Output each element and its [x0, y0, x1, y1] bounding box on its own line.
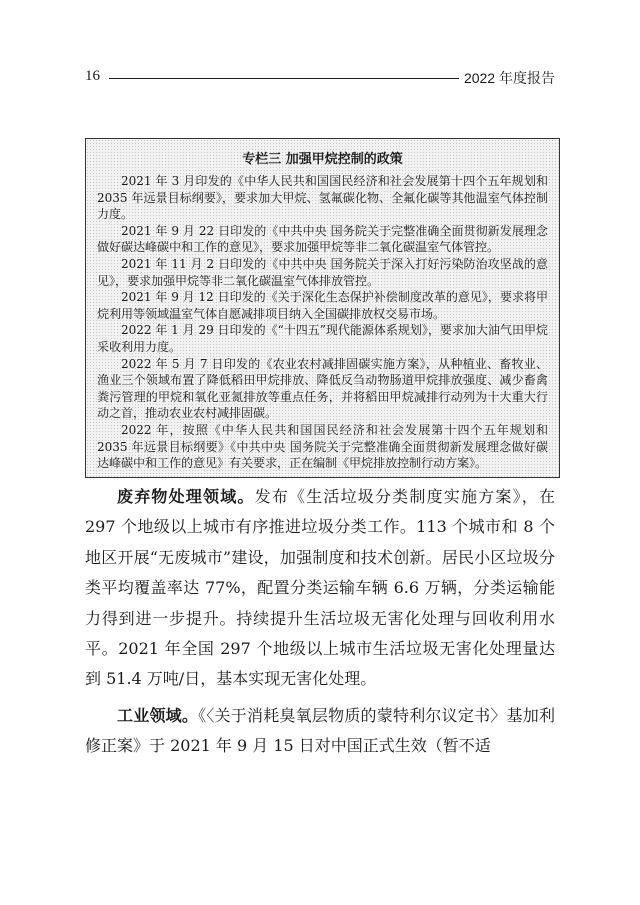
body-text	[85, 482, 555, 762]
sidebar-paragraph: 2021 年 9 月 22 日印发的《中共中央 国务院关于完整准确全面贯彻新发展理念做好碳达峰碳中和工作的意见》，要求加强甲烷等非二氧化碳温室气体管控。	[97, 223, 548, 255]
waste-lead: 废弃物处理领域。	[117, 487, 255, 506]
header-rule	[109, 78, 459, 79]
sidebar-paragraph: 2021 年 3 月印发的《中华人民共和国国民经济和社会发展第十四个五年规划和 2035 年远景目标纲要》，要求加大甲烷、氢氟碳化物、全氟化碳等其他温室气体控制力度。	[97, 174, 548, 222]
sidebar-paragraph: 2021 年 11 月 2 日印发的《中共中央 国务院关于深入打好污染防治攻坚战的意见》，要求加强甲烷等非二氧化碳温室气体排放管控。	[97, 256, 548, 288]
sidebar-paragraph: 2022 年 1 月 29 日印发的《“十四五”现代能源体系规划》，要求加大油气田甲烷采收利用力度。	[97, 323, 548, 354]
waste-paragraph	[85, 482, 555, 695]
sidebar-paragraph: 2021 年 9 月 12 日印发的《关于深化生态保护补偿制度改革的意见》，要求将甲烷利用等领域温室气体自愿减排项目纳入全国碳排放权交易市场。	[97, 290, 548, 321]
page-number: 16	[85, 68, 100, 84]
industry-paragraph	[85, 701, 555, 762]
policy-sidebar-box	[85, 138, 560, 478]
report-title: 2022 年度报告	[463, 70, 555, 86]
page-header	[85, 66, 555, 88]
industry-lead: 工业领域。	[117, 705, 199, 725]
industry-text: 《〈关于消耗臭氧层物质的蒙特利尔议定书〉基加利修正案》于 2021 年 9 月 15 日对中国正式生效（暂不适	[85, 705, 555, 756]
waste-text: 发布《生活垃圾分类制度实施方案》，在 297 个地级以上城市有序推进垃圾分类工作。113 个城市和 8 个地区开展“无废城市”建设，加强制度和技术创新。居民小区垃圾分类平均覆盖率达 77%，配置分类运输车辆 6.6 万辆，分类运输能力得到进一步提升。持续提升生活垃圾无害化处理与回收利用水平。2021 年全国 297 个地级以上城市生活垃圾无害化处理量达到 51.4 万吨/日，基本实现无害化处理。	[85, 487, 555, 689]
sidebar-paragraph: 2022 年 5 月 7 日印发的《农业农村减排固碳实施方案》，从种植业、畜牧业、渔业三个领域布置了降低稻田甲烷排放、降低反刍动物肠道甲烷排放强度、减少畜禽粪污管理的甲烷和氧化亚氮排放等重点任务，并将稻田甲烷减排行动列为十大重大行动之首，推动农业农村减排固碳。	[97, 356, 548, 421]
sidebar-paragraph: 2022 年，按照《中华人民共和国国民经济和社会发展第十四个五年规划和 2035 年远景目标纲要》《中共中央 国务院关于完整准确全面贯彻新发展理念做好碳达峰碳中和工作的意见》有关要求，正在编制《甲烷排放控制行动方案》。	[97, 422, 548, 471]
sidebar-title: 专栏三 加强甲烷控制的政策	[242, 152, 403, 167]
